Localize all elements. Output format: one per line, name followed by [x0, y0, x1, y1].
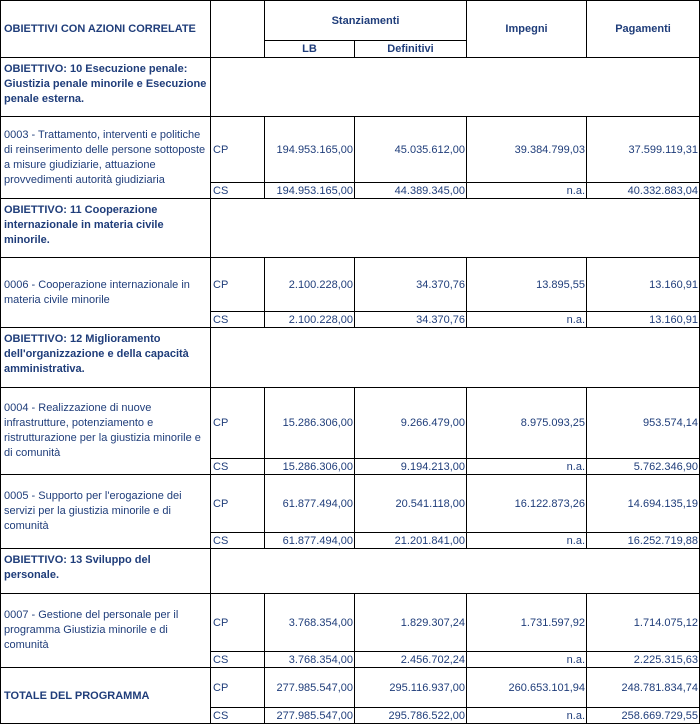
objective-row	[1, 549, 700, 594]
cs-definitivi: 2.456.702,24	[355, 652, 467, 668]
objective-filler	[211, 199, 700, 258]
cp-definitivi: 295.116.937,00	[355, 668, 467, 708]
definitivi-header: Definitivi	[355, 41, 467, 58]
cp-pagamenti: 13.160,91	[587, 258, 700, 312]
cs-impegni: n.a.	[467, 533, 587, 549]
cp-lb: 15.286.306,00	[265, 388, 355, 459]
cp-lb: 194.953.165,00	[265, 117, 355, 183]
cs-impegni: n.a.	[467, 459, 587, 475]
cs-lb: 61.877.494,00	[265, 533, 355, 549]
cs-impegni: n.a.	[467, 708, 587, 724]
cp-definitivi: 1.829.307,24	[355, 594, 467, 652]
cp-pagamenti: 953.574,14	[587, 388, 700, 459]
cs-pagamenti: 40.332.883,04	[587, 183, 700, 199]
action-cp-row	[1, 117, 700, 183]
cs-pagamenti: 16.252.719,88	[587, 533, 700, 549]
cs-pagamenti: 2.225.315,63	[587, 652, 700, 668]
cs-code: CS	[211, 183, 265, 199]
action-cp-row	[1, 388, 700, 459]
cs-code: CS	[211, 708, 265, 724]
header-row	[1, 1, 700, 41]
cp-definitivi: 34.370,76	[355, 258, 467, 312]
action-label: 0004 - Realizzazione di nuove infrastrutture, potenziamento e ristrutturazione per la giustizia minorile e di comunità	[1, 388, 211, 475]
cp-definitivi: 45.035.612,00	[355, 117, 467, 183]
cp-definitivi: 20.541.118,00	[355, 475, 467, 533]
objective-row	[1, 58, 700, 117]
total-label: TOTALE DEL PROGRAMMA	[1, 668, 211, 724]
action-cp-row	[1, 594, 700, 652]
lb-header: LB	[265, 41, 355, 58]
total-cp-row	[1, 668, 700, 708]
cp-pagamenti: 248.781.834,74	[587, 668, 700, 708]
cp-impegni: 13.895,55	[467, 258, 587, 312]
cs-code: CS	[211, 533, 265, 549]
cp-code: CP	[211, 117, 265, 183]
cp-pagamenti: 14.694.135,19	[587, 475, 700, 533]
cs-pagamenti: 5.762.346,90	[587, 459, 700, 475]
cp-lb: 2.100.228,00	[265, 258, 355, 312]
cp-code: CP	[211, 475, 265, 533]
cp-pagamenti: 37.599.119,31	[587, 117, 700, 183]
cs-definitivi: 21.201.841,00	[355, 533, 467, 549]
action-label: 0006 - Cooperazione internazionale in materia civile minorile	[1, 258, 211, 328]
objective-filler	[211, 328, 700, 388]
cs-definitivi: 34.370,76	[355, 312, 467, 328]
code-header	[211, 1, 265, 58]
cs-impegni: n.a.	[467, 183, 587, 199]
cp-code: CP	[211, 258, 265, 312]
cs-lb: 277.985.547,00	[265, 708, 355, 724]
cs-definitivi: 295.786.522,00	[355, 708, 467, 724]
cp-lb: 61.877.494,00	[265, 475, 355, 533]
cp-code: CP	[211, 594, 265, 652]
cp-impegni: 1.731.597,92	[467, 594, 587, 652]
objective-title: OBIETTIVO: 12 Miglioramento dell'organizzazione e della capacità amministrativa.	[1, 328, 211, 388]
cp-definitivi: 9.266.479,00	[355, 388, 467, 459]
cp-code: CP	[211, 388, 265, 459]
objective-row	[1, 328, 700, 388]
cp-impegni: 16.122.873,26	[467, 475, 587, 533]
objective-title: OBIETTIVO: 11 Cooperazione internazionale in materia civile minorile.	[1, 199, 211, 258]
objective-title: OBIETTIVO: 10 Esecuzione penale: Giustizia penale minorile e Esecuzione penale esterna.	[1, 58, 211, 117]
cp-lb: 277.985.547,00	[265, 668, 355, 708]
objective-filler	[211, 549, 700, 594]
cp-impegni: 8.975.093,25	[467, 388, 587, 459]
pagamenti-header: Pagamenti	[587, 1, 700, 58]
cs-lb: 15.286.306,00	[265, 459, 355, 475]
cp-code: CP	[211, 668, 265, 708]
cs-impegni: n.a.	[467, 312, 587, 328]
cs-lb: 3.768.354,00	[265, 652, 355, 668]
cs-definitivi: 44.389.345,00	[355, 183, 467, 199]
action-cp-row	[1, 475, 700, 533]
action-label: 0003 - Trattamento, interventi e politiche di reinserimento delle persone sottoposte a misure giudiziarie, attuazione provvedimenti autorità giudiziaria	[1, 117, 211, 199]
cp-impegni: 39.384.799,03	[467, 117, 587, 183]
cp-impegni: 260.653.101,94	[467, 668, 587, 708]
cp-lb: 3.768.354,00	[265, 594, 355, 652]
objective-row	[1, 199, 700, 258]
cs-lb: 2.100.228,00	[265, 312, 355, 328]
cs-impegni: n.a.	[467, 652, 587, 668]
action-label: 0007 - Gestione del personale per il programma Giustizia minorile e di comunità	[1, 594, 211, 668]
cs-lb: 194.953.165,00	[265, 183, 355, 199]
stanziamenti-header: Stanziamenti	[265, 1, 467, 41]
cs-code: CS	[211, 459, 265, 475]
cs-pagamenti: 13.160,91	[587, 312, 700, 328]
cs-code: CS	[211, 652, 265, 668]
objective-filler	[211, 58, 700, 117]
action-cp-row	[1, 258, 700, 312]
cs-definitivi: 9.194.213,00	[355, 459, 467, 475]
objectives-header: OBIETTIVI CON AZIONI CORRELATE	[1, 1, 211, 58]
action-label: 0005 - Supporto per l'erogazione dei servizi per la giustizia minorile e di comunità	[1, 475, 211, 549]
impegni-header: Impegni	[467, 1, 587, 58]
objective-title: OBIETTIVO: 13 Sviluppo del personale.	[1, 549, 211, 594]
cp-pagamenti: 1.714.075,12	[587, 594, 700, 652]
cs-code: CS	[211, 312, 265, 328]
cs-pagamenti: 258.669.729,55	[587, 708, 700, 724]
